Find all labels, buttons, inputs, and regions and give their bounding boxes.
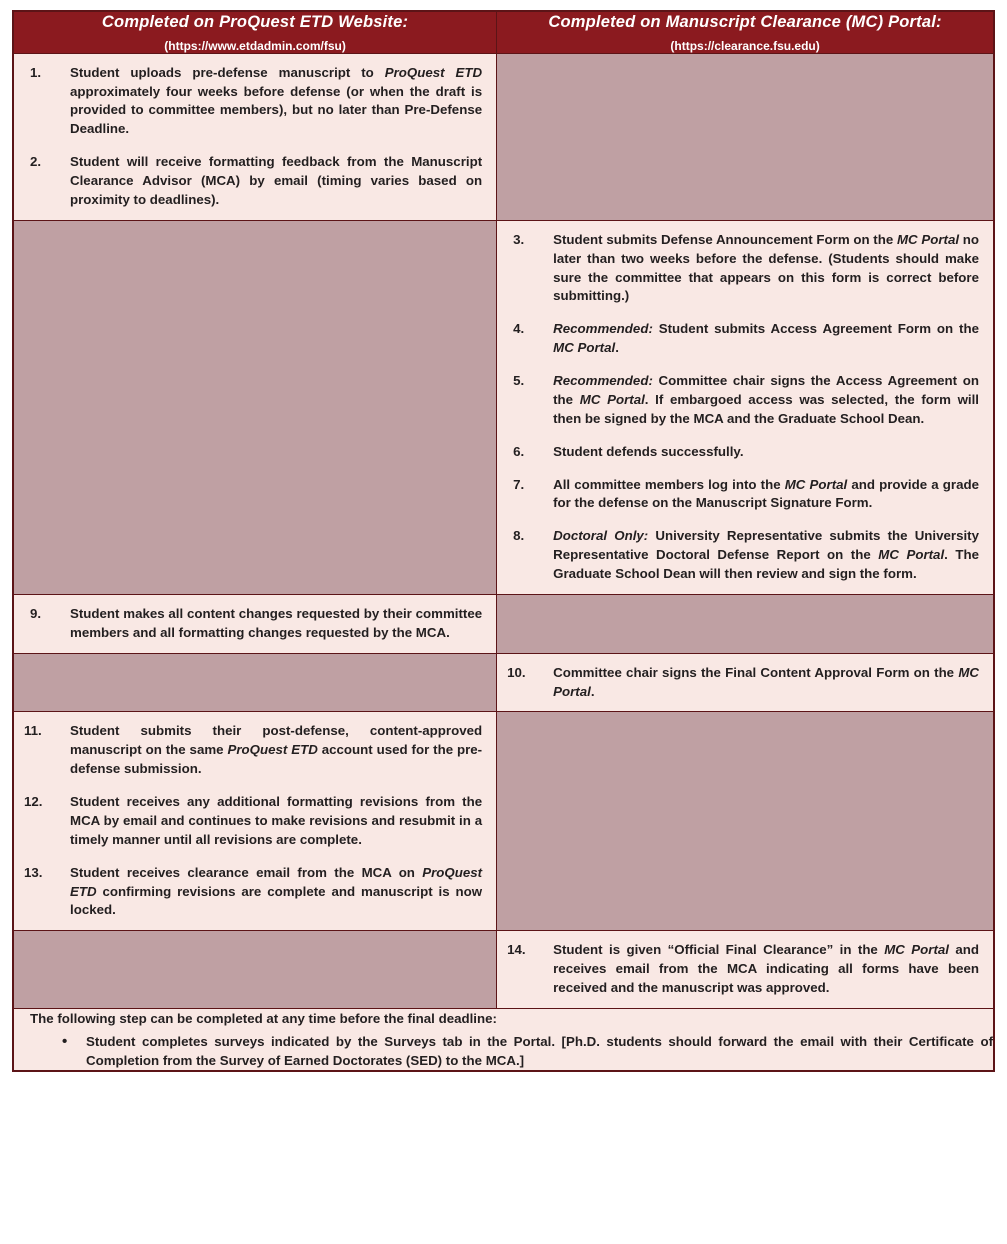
manuscript-clearance-table	[12, 10, 995, 1072]
step-list-left	[24, 722, 482, 920]
step-text: Student receives any additional formatting revisions from the MCA by email and continues to make revisions and resubmit in a timely manner until all revisions are complete.	[70, 794, 483, 847]
table-row	[13, 53, 994, 220]
step-number: 3.	[513, 231, 525, 247]
step-item	[507, 527, 979, 584]
cell-proquest	[13, 594, 497, 653]
step-number: 10.	[507, 664, 526, 680]
step-text: Student defends successfully.	[553, 443, 744, 459]
header-cell-mcportal	[497, 11, 994, 53]
bullet-icon: •	[62, 1032, 68, 1050]
step-number: 8.	[513, 528, 525, 544]
step-text: Student submits Defense Announcement Form on the MC Portal no later than two weeks before the defense. (Students should make sure the committee that appears on this form is correct before submitting.)	[553, 231, 979, 304]
step-number: 11.	[24, 723, 42, 739]
step-item	[507, 320, 979, 358]
step-item	[507, 231, 979, 307]
cell-content	[497, 931, 993, 1008]
footer-title: The following step can be completed at any time before the final deadline:	[30, 1010, 497, 1026]
cell-content	[14, 54, 496, 220]
step-text: Student makes all content changes requested by their committee members and all formatting changes requested by the MCA.	[70, 605, 483, 640]
step-text: Recommended: Committee chair signs the Access Agreement on the MC Portal. If embargoed access was selected, the form will then be signed by the MCA and the Graduate School Dean.	[553, 373, 980, 426]
step-item	[507, 941, 979, 998]
step-number: 2.	[30, 154, 42, 170]
step-text: Doctoral Only: University Representative submits the University Representative Doctoral Defense Report on the MC Portal. The Graduate School Dean will then review and sign the form.	[553, 528, 980, 581]
header-title-left: Completed on ProQuest ETD Website:	[101, 13, 409, 31]
table-body	[13, 53, 994, 1008]
step-list-right	[507, 231, 979, 584]
step-list-left	[24, 64, 482, 210]
step-list-right	[507, 664, 979, 702]
step-number: 9.	[30, 605, 42, 621]
step-number: 6.	[513, 443, 525, 459]
step-text: Student receives clearance email from the MCA on ProQuest ETD confirming revisions are complete and manuscript is now locked.	[70, 864, 483, 918]
cell-content	[497, 221, 993, 594]
header-url-left: (https://www.etdadmin.com/fsu)	[164, 38, 346, 53]
step-text: All committee members log into the MC Portal and provide a grade for the defense on the Manuscript Signature Form.	[553, 476, 979, 511]
step-text: Student uploads pre-defense manuscript to ProQuest ETD approximately four weeks before defense (or when the draft is provided to committee members), but no later than Pre-Defense Deadline.	[70, 64, 483, 137]
cell-proquest	[13, 220, 497, 594]
step-item	[507, 664, 979, 702]
step-text: Student submits their post-defense, content-approved manuscript on the same ProQuest ETD account used for the pre-defense submission.	[70, 723, 483, 777]
cell-content	[14, 712, 496, 930]
cell-mcportal	[497, 53, 994, 220]
header-cell-proquest	[13, 11, 497, 53]
footer-list-item	[14, 1032, 993, 1071]
cell-mcportal	[497, 712, 994, 931]
cell-mcportal	[497, 653, 994, 712]
step-item	[507, 372, 979, 429]
footer-list	[14, 1032, 993, 1071]
step-item	[24, 605, 482, 643]
cell-proquest	[13, 653, 497, 712]
cell-proquest	[13, 53, 497, 220]
step-item	[507, 443, 979, 462]
step-text: Committee chair signs the Final Content Approval Form on the MC Portal.	[553, 664, 979, 699]
step-number: 5.	[513, 373, 525, 388]
table-row	[13, 931, 994, 1009]
table-row	[13, 653, 994, 712]
footer-cell	[13, 1008, 994, 1071]
table-row	[13, 220, 994, 594]
step-list-right	[507, 941, 979, 998]
step-text: Recommended: Student submits Access Agreement Form on the MC Portal.	[553, 321, 979, 356]
step-list-left	[24, 605, 482, 643]
step-number: 4.	[513, 321, 525, 337]
step-text: Student will receive formatting feedback from the Manuscript Clearance Advisor (MCA) by email (timing varies based on proximity to deadlines).	[70, 154, 483, 207]
table-header-row	[13, 11, 994, 53]
step-item	[24, 722, 482, 779]
step-number: 1.	[30, 64, 42, 80]
cell-proquest	[13, 931, 497, 1009]
step-item	[507, 476, 979, 514]
cell-proquest	[13, 712, 497, 931]
step-text: Student is given “Official Final Clearance” in the MC Portal and receives email from the MCA indicating all forms have been received and the manuscript was approved.	[553, 942, 979, 995]
step-number: 14.	[507, 942, 526, 958]
cell-mcportal	[497, 594, 994, 653]
step-item	[24, 793, 482, 850]
cell-content	[14, 595, 496, 653]
header-title-right: Completed on Manuscript Clearance (MC) Portal:	[548, 13, 942, 31]
table-row	[13, 712, 994, 931]
step-item	[24, 864, 482, 921]
header-url-right: (https://clearance.fsu.edu)	[670, 38, 820, 53]
cell-mcportal	[497, 220, 994, 594]
footer-item-text: Student completes surveys indicated by the Surveys tab in the Portal. [Ph.D. students should forward the email with their Certificate of Completion from the Survey of Earned Doctorates (SED) to the MCA.]	[86, 1033, 993, 1069]
table-row	[13, 594, 994, 653]
step-item	[24, 64, 482, 140]
step-number: 13.	[24, 864, 43, 880]
cell-mcportal	[497, 931, 994, 1009]
step-number: 12.	[24, 794, 43, 809]
step-item	[24, 153, 482, 210]
table-footer-row	[13, 1008, 994, 1071]
cell-content	[497, 654, 993, 712]
step-number: 7.	[513, 476, 525, 492]
